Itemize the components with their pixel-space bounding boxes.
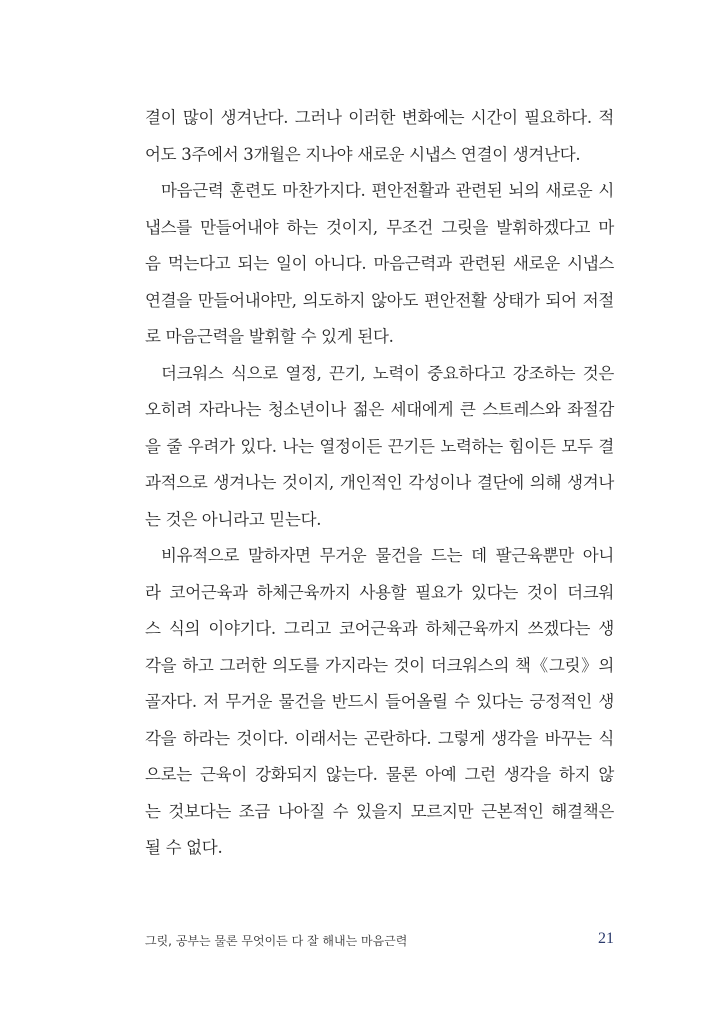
text-line: 과적으로 생겨나는 것이지, 개인적인 각성이나 결단에 의해 생겨나 <box>145 473 614 492</box>
text-line: 연결을 만들어내야만, 의도하지 않아도 편안전활 상태가 되어 저절 <box>145 290 614 310</box>
text-line: 골자다. 저 무거운 물건을 반드시 들어올릴 수 있다는 긍정적인 생 <box>145 692 614 711</box>
text-line: 각을 하라는 것이다. 이래서는 곤란하다. 그렇게 생각을 바꾸는 식 <box>145 728 614 748</box>
text-line: 는 것보다는 조금 나아질 수 있을지 모르지만 근본적인 해결책은 <box>145 801 614 821</box>
text-line: 오히려 자라나는 청소년이나 젊은 세대에게 큰 스트레스와 좌절감 <box>145 400 614 419</box>
text-line: 마음근력 훈련도 마찬가지다. 편안전활과 관련된 뇌의 새로운 시 <box>161 181 614 200</box>
running-title: 그릿, 공부는 물론 무엇이든 다 잘 해내는 마음근력 <box>145 934 408 948</box>
text-line: 으로는 근육이 강화되지 않는다. 물론 아예 그런 생각을 하지 않 <box>145 765 614 784</box>
text-line: 는 것은 아니라고 믿는다. <box>145 509 322 529</box>
text-line: 냅스를 만들어내야 하는 것이지, 무조건 그릿을 발휘하겠다고 마 <box>145 217 614 237</box>
text-line: 라 코어근육과 하체근육까지 사용할 필요가 있다는 것이 더크워 <box>145 582 614 602</box>
text-line: 각을 하고 그러한 의도를 가지라는 것이 더크워스의 책《그릿》의 <box>145 655 614 675</box>
text-line: 스 식의 이야기다. 그리고 코어근육과 하체근육까지 쓰겠다는 생 <box>145 619 614 638</box>
text-line: 결이 많이 생겨난다. 그러나 이러한 변화에는 시간이 필요하다. 적 <box>145 108 614 127</box>
text-line: 비유적으로 말하자면 무거운 물건을 드는 데 팔근육뿐만 아니 <box>161 546 614 565</box>
body-text <box>145 104 614 871</box>
text-line: 더크워스 식으로 열정, 끈기, 노력이 중요하다고 강조하는 것은 <box>161 363 614 383</box>
page-footer <box>145 930 614 954</box>
text-line: 될 수 없다. <box>145 838 223 857</box>
text-line: 어도 3주에서 3개월은 지나야 새로운 시냅스 연결이 생겨난다. <box>145 144 581 164</box>
page-number: 21 <box>598 930 614 947</box>
text-line: 을 줄 우려가 있다. 나는 열정이든 끈기든 노력하는 힘이든 모두 결 <box>145 436 614 456</box>
text-line: 음 먹는다고 되는 일이 아니다. 마음근력과 관련된 새로운 시냅스 <box>145 254 614 273</box>
text-line: 로 마음근력을 발휘할 수 있게 된다. <box>145 327 394 346</box>
